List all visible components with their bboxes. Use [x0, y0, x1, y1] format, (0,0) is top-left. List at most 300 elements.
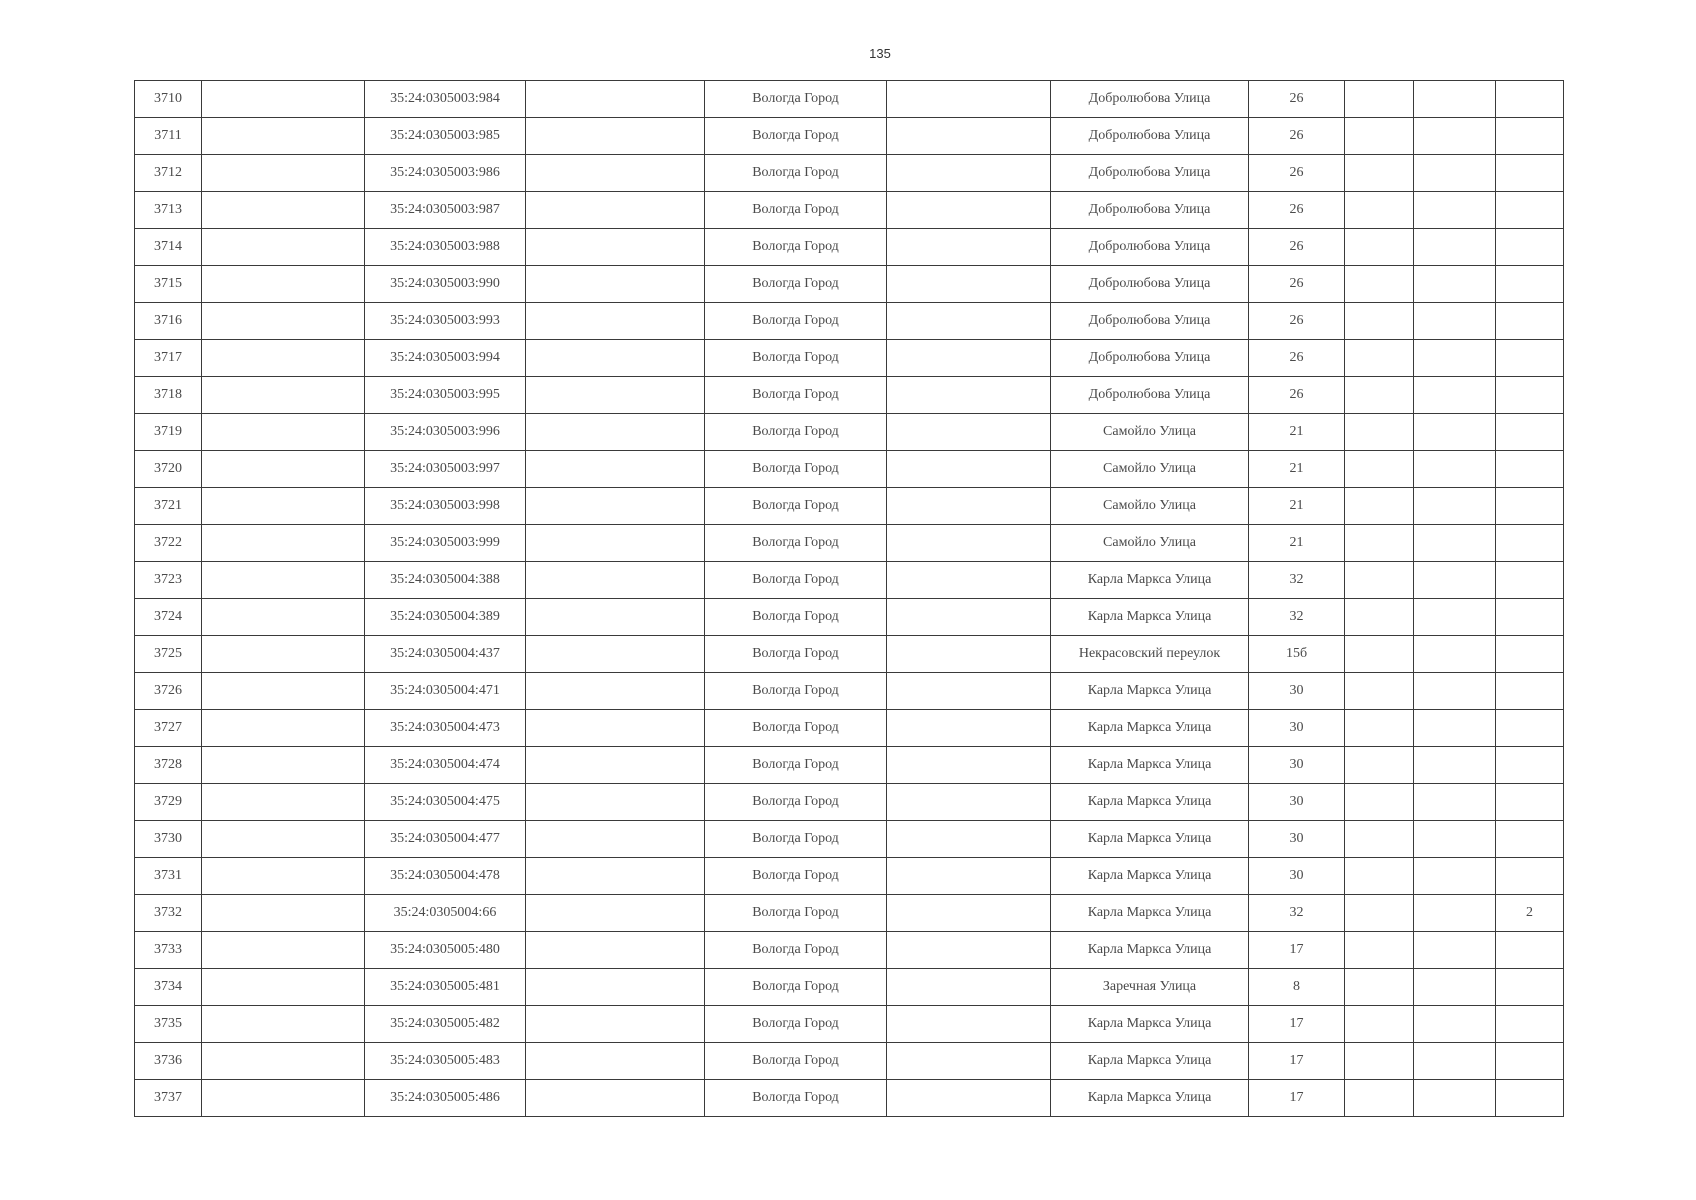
- house-number-cell: 30: [1249, 784, 1345, 821]
- empty-cell: [526, 969, 705, 1006]
- street-cell: Самойло Улица: [1051, 488, 1249, 525]
- cadastral-number-cell: 35:24:0305003:984: [365, 81, 526, 118]
- page-number: 135: [869, 46, 891, 61]
- empty-cell: [1345, 710, 1414, 747]
- empty-cell: [1345, 451, 1414, 488]
- table-row: [135, 1006, 1564, 1043]
- city-cell: Вологда Город: [705, 895, 887, 932]
- empty-cell: [1414, 451, 1496, 488]
- cadastral-number-cell: 35:24:0305005:482: [365, 1006, 526, 1043]
- extra-value-cell: [1496, 562, 1564, 599]
- empty-cell: [1414, 488, 1496, 525]
- house-number-cell: 21: [1249, 414, 1345, 451]
- empty-cell: [887, 1080, 1051, 1117]
- extra-value-cell: 2: [1496, 895, 1564, 932]
- table-row: [135, 969, 1564, 1006]
- table-row: [135, 377, 1564, 414]
- house-number-cell: 32: [1249, 895, 1345, 932]
- table-body: [135, 81, 1564, 1117]
- empty-cell: [1345, 932, 1414, 969]
- street-cell: Добролюбова Улица: [1051, 266, 1249, 303]
- house-number-cell: 17: [1249, 1080, 1345, 1117]
- street-cell: Добролюбова Улица: [1051, 229, 1249, 266]
- row-number-cell: 3710: [135, 81, 202, 118]
- empty-cell: [202, 932, 365, 969]
- extra-value-cell: [1496, 821, 1564, 858]
- empty-cell: [1414, 969, 1496, 1006]
- empty-cell: [526, 710, 705, 747]
- empty-cell: [202, 1080, 365, 1117]
- street-cell: Карла Маркса Улица: [1051, 1080, 1249, 1117]
- empty-cell: [887, 340, 1051, 377]
- empty-cell: [1414, 266, 1496, 303]
- city-cell: Вологда Город: [705, 710, 887, 747]
- city-cell: Вологда Город: [705, 340, 887, 377]
- empty-cell: [887, 118, 1051, 155]
- empty-cell: [526, 1006, 705, 1043]
- city-cell: Вологда Город: [705, 747, 887, 784]
- house-number-cell: 26: [1249, 155, 1345, 192]
- street-cell: Добролюбова Улица: [1051, 377, 1249, 414]
- street-cell: Добролюбова Улица: [1051, 118, 1249, 155]
- empty-cell: [887, 673, 1051, 710]
- row-number-cell: 3731: [135, 858, 202, 895]
- house-number-cell: 26: [1249, 266, 1345, 303]
- empty-cell: [1414, 155, 1496, 192]
- extra-value-cell: [1496, 81, 1564, 118]
- empty-cell: [887, 1006, 1051, 1043]
- registry-table: [134, 80, 1564, 1117]
- cadastral-number-cell: 35:24:0305003:988: [365, 229, 526, 266]
- cadastral-number-cell: 35:24:0305003:985: [365, 118, 526, 155]
- house-number-cell: 17: [1249, 1043, 1345, 1080]
- extra-value-cell: [1496, 673, 1564, 710]
- empty-cell: [1345, 1043, 1414, 1080]
- row-number-cell: 3719: [135, 414, 202, 451]
- street-cell: Карла Маркса Улица: [1051, 599, 1249, 636]
- empty-cell: [202, 747, 365, 784]
- row-number-cell: 3717: [135, 340, 202, 377]
- empty-cell: [1414, 340, 1496, 377]
- city-cell: Вологда Город: [705, 377, 887, 414]
- street-cell: Самойло Улица: [1051, 451, 1249, 488]
- row-number-cell: 3716: [135, 303, 202, 340]
- house-number-cell: 26: [1249, 229, 1345, 266]
- city-cell: Вологда Город: [705, 266, 887, 303]
- cadastral-number-cell: 35:24:0305003:995: [365, 377, 526, 414]
- house-number-cell: 26: [1249, 81, 1345, 118]
- table-row: [135, 451, 1564, 488]
- cadastral-number-cell: 35:24:0305005:481: [365, 969, 526, 1006]
- empty-cell: [202, 562, 365, 599]
- table-row: [135, 821, 1564, 858]
- empty-cell: [526, 155, 705, 192]
- row-number-cell: 3714: [135, 229, 202, 266]
- empty-cell: [1345, 895, 1414, 932]
- empty-cell: [887, 969, 1051, 1006]
- house-number-cell: 21: [1249, 525, 1345, 562]
- row-number-cell: 3737: [135, 1080, 202, 1117]
- table-row: [135, 229, 1564, 266]
- row-number-cell: 3736: [135, 1043, 202, 1080]
- street-cell: Добролюбова Улица: [1051, 192, 1249, 229]
- empty-cell: [526, 81, 705, 118]
- cadastral-number-cell: 35:24:0305003:999: [365, 525, 526, 562]
- row-number-cell: 3735: [135, 1006, 202, 1043]
- city-cell: Вологда Город: [705, 932, 887, 969]
- row-number-cell: 3729: [135, 784, 202, 821]
- empty-cell: [1345, 81, 1414, 118]
- row-number-cell: 3724: [135, 599, 202, 636]
- extra-value-cell: [1496, 1006, 1564, 1043]
- house-number-cell: 30: [1249, 858, 1345, 895]
- table-row: [135, 636, 1564, 673]
- cadastral-number-cell: 35:24:0305004:475: [365, 784, 526, 821]
- table-row: [135, 118, 1564, 155]
- empty-cell: [887, 932, 1051, 969]
- row-number-cell: 3722: [135, 525, 202, 562]
- street-cell: Карла Маркса Улица: [1051, 932, 1249, 969]
- empty-cell: [1345, 821, 1414, 858]
- street-cell: Добролюбова Улица: [1051, 340, 1249, 377]
- table-row: [135, 562, 1564, 599]
- city-cell: Вологда Город: [705, 303, 887, 340]
- empty-cell: [887, 747, 1051, 784]
- house-number-cell: 26: [1249, 303, 1345, 340]
- empty-cell: [202, 673, 365, 710]
- empty-cell: [526, 340, 705, 377]
- extra-value-cell: [1496, 599, 1564, 636]
- street-cell: Заречная Улица: [1051, 969, 1249, 1006]
- street-cell: Карла Маркса Улица: [1051, 784, 1249, 821]
- extra-value-cell: [1496, 414, 1564, 451]
- empty-cell: [202, 340, 365, 377]
- table-row: [135, 710, 1564, 747]
- cadastral-number-cell: 35:24:0305003:994: [365, 340, 526, 377]
- empty-cell: [1345, 377, 1414, 414]
- empty-cell: [1414, 932, 1496, 969]
- empty-cell: [1414, 192, 1496, 229]
- house-number-cell: 30: [1249, 747, 1345, 784]
- empty-cell: [202, 784, 365, 821]
- empty-cell: [526, 562, 705, 599]
- empty-cell: [202, 451, 365, 488]
- extra-value-cell: [1496, 340, 1564, 377]
- house-number-cell: 21: [1249, 488, 1345, 525]
- cadastral-number-cell: 35:24:0305004:437: [365, 636, 526, 673]
- city-cell: Вологда Город: [705, 784, 887, 821]
- empty-cell: [1345, 858, 1414, 895]
- table-row: [135, 673, 1564, 710]
- empty-cell: [202, 525, 365, 562]
- street-cell: Карла Маркса Улица: [1051, 1006, 1249, 1043]
- empty-cell: [526, 229, 705, 266]
- empty-cell: [1345, 1080, 1414, 1117]
- cadastral-number-cell: 35:24:0305005:480: [365, 932, 526, 969]
- empty-cell: [526, 636, 705, 673]
- empty-cell: [1345, 192, 1414, 229]
- empty-cell: [887, 155, 1051, 192]
- empty-cell: [1414, 636, 1496, 673]
- empty-cell: [1414, 81, 1496, 118]
- empty-cell: [1414, 747, 1496, 784]
- empty-cell: [1345, 340, 1414, 377]
- cadastral-number-cell: 35:24:0305003:990: [365, 266, 526, 303]
- table-row: [135, 858, 1564, 895]
- empty-cell: [1414, 599, 1496, 636]
- extra-value-cell: [1496, 525, 1564, 562]
- empty-cell: [887, 229, 1051, 266]
- empty-cell: [202, 821, 365, 858]
- street-cell: Добролюбова Улица: [1051, 81, 1249, 118]
- table-row: [135, 599, 1564, 636]
- empty-cell: [526, 303, 705, 340]
- empty-cell: [887, 895, 1051, 932]
- empty-cell: [1414, 1043, 1496, 1080]
- empty-cell: [526, 414, 705, 451]
- empty-cell: [202, 303, 365, 340]
- city-cell: Вологда Город: [705, 525, 887, 562]
- empty-cell: [1345, 562, 1414, 599]
- empty-cell: [1345, 784, 1414, 821]
- city-cell: Вологда Город: [705, 414, 887, 451]
- street-cell: Карла Маркса Улица: [1051, 562, 1249, 599]
- city-cell: Вологда Город: [705, 969, 887, 1006]
- table-row: [135, 1043, 1564, 1080]
- table-row: [135, 1080, 1564, 1117]
- empty-cell: [526, 377, 705, 414]
- street-cell: Карла Маркса Улица: [1051, 747, 1249, 784]
- extra-value-cell: [1496, 118, 1564, 155]
- empty-cell: [887, 562, 1051, 599]
- empty-cell: [1414, 414, 1496, 451]
- row-number-cell: 3727: [135, 710, 202, 747]
- house-number-cell: 17: [1249, 1006, 1345, 1043]
- row-number-cell: 3723: [135, 562, 202, 599]
- table-row: [135, 81, 1564, 118]
- empty-cell: [526, 932, 705, 969]
- extra-value-cell: [1496, 266, 1564, 303]
- row-number-cell: 3734: [135, 969, 202, 1006]
- house-number-cell: 26: [1249, 340, 1345, 377]
- table-row: [135, 303, 1564, 340]
- table-row: [135, 488, 1564, 525]
- city-cell: Вологда Город: [705, 636, 887, 673]
- empty-cell: [1345, 118, 1414, 155]
- empty-cell: [526, 599, 705, 636]
- empty-cell: [887, 266, 1051, 303]
- house-number-cell: 26: [1249, 377, 1345, 414]
- street-cell: Самойло Улица: [1051, 414, 1249, 451]
- street-cell: Карла Маркса Улица: [1051, 858, 1249, 895]
- row-number-cell: 3712: [135, 155, 202, 192]
- city-cell: Вологда Город: [705, 673, 887, 710]
- table-row: [135, 784, 1564, 821]
- table-row: [135, 414, 1564, 451]
- table-row: [135, 895, 1564, 932]
- empty-cell: [1414, 821, 1496, 858]
- city-cell: Вологда Город: [705, 118, 887, 155]
- city-cell: Вологда Город: [705, 599, 887, 636]
- empty-cell: [202, 377, 365, 414]
- empty-cell: [1345, 266, 1414, 303]
- empty-cell: [887, 636, 1051, 673]
- empty-cell: [526, 525, 705, 562]
- empty-cell: [1414, 1080, 1496, 1117]
- empty-cell: [1345, 488, 1414, 525]
- empty-cell: [1345, 747, 1414, 784]
- table-row: [135, 266, 1564, 303]
- empty-cell: [526, 1043, 705, 1080]
- extra-value-cell: [1496, 710, 1564, 747]
- house-number-cell: 15б: [1249, 636, 1345, 673]
- empty-cell: [526, 488, 705, 525]
- empty-cell: [887, 451, 1051, 488]
- row-number-cell: 3713: [135, 192, 202, 229]
- empty-cell: [526, 895, 705, 932]
- empty-cell: [887, 599, 1051, 636]
- city-cell: Вологда Город: [705, 451, 887, 488]
- empty-cell: [1414, 118, 1496, 155]
- cadastral-number-cell: 35:24:0305004:473: [365, 710, 526, 747]
- cadastral-number-cell: 35:24:0305005:486: [365, 1080, 526, 1117]
- row-number-cell: 3715: [135, 266, 202, 303]
- extra-value-cell: [1496, 747, 1564, 784]
- empty-cell: [887, 303, 1051, 340]
- cadastral-number-cell: 35:24:0305003:996: [365, 414, 526, 451]
- empty-cell: [887, 488, 1051, 525]
- street-cell: Некрасовский переулок: [1051, 636, 1249, 673]
- extra-value-cell: [1496, 229, 1564, 266]
- row-number-cell: 3732: [135, 895, 202, 932]
- empty-cell: [1414, 1006, 1496, 1043]
- empty-cell: [887, 192, 1051, 229]
- extra-value-cell: [1496, 377, 1564, 414]
- city-cell: Вологда Город: [705, 821, 887, 858]
- table-row: [135, 192, 1564, 229]
- cadastral-number-cell: 35:24:0305003:997: [365, 451, 526, 488]
- city-cell: Вологда Город: [705, 81, 887, 118]
- empty-cell: [1414, 303, 1496, 340]
- street-cell: Карла Маркса Улица: [1051, 710, 1249, 747]
- empty-cell: [202, 636, 365, 673]
- empty-cell: [887, 858, 1051, 895]
- house-number-cell: 8: [1249, 969, 1345, 1006]
- row-number-cell: 3728: [135, 747, 202, 784]
- empty-cell: [526, 118, 705, 155]
- row-number-cell: 3726: [135, 673, 202, 710]
- empty-cell: [526, 784, 705, 821]
- empty-cell: [526, 821, 705, 858]
- empty-cell: [526, 192, 705, 229]
- empty-cell: [1345, 303, 1414, 340]
- extra-value-cell: [1496, 636, 1564, 673]
- table-row: [135, 155, 1564, 192]
- empty-cell: [202, 969, 365, 1006]
- street-cell: Карла Маркса Улица: [1051, 821, 1249, 858]
- empty-cell: [202, 266, 365, 303]
- empty-cell: [887, 821, 1051, 858]
- empty-cell: [202, 229, 365, 266]
- empty-cell: [526, 1080, 705, 1117]
- empty-cell: [202, 488, 365, 525]
- house-number-cell: 26: [1249, 192, 1345, 229]
- empty-cell: [202, 1006, 365, 1043]
- empty-cell: [526, 747, 705, 784]
- empty-cell: [202, 599, 365, 636]
- cadastral-number-cell: 35:24:0305003:993: [365, 303, 526, 340]
- row-number-cell: 3721: [135, 488, 202, 525]
- row-number-cell: 3725: [135, 636, 202, 673]
- city-cell: Вологда Город: [705, 488, 887, 525]
- extra-value-cell: [1496, 858, 1564, 895]
- empty-cell: [202, 192, 365, 229]
- house-number-cell: 17: [1249, 932, 1345, 969]
- empty-cell: [1414, 710, 1496, 747]
- house-number-cell: 30: [1249, 673, 1345, 710]
- cadastral-number-cell: 35:24:0305004:388: [365, 562, 526, 599]
- house-number-cell: 26: [1249, 118, 1345, 155]
- street-cell: Карла Маркса Улица: [1051, 1043, 1249, 1080]
- cadastral-number-cell: 35:24:0305004:389: [365, 599, 526, 636]
- row-number-cell: 3711: [135, 118, 202, 155]
- empty-cell: [1345, 1006, 1414, 1043]
- house-number-cell: 30: [1249, 710, 1345, 747]
- street-cell: Самойло Улица: [1051, 525, 1249, 562]
- city-cell: Вологда Город: [705, 562, 887, 599]
- empty-cell: [202, 81, 365, 118]
- empty-cell: [1345, 414, 1414, 451]
- cadastral-number-cell: 35:24:0305003:986: [365, 155, 526, 192]
- empty-cell: [1414, 673, 1496, 710]
- extra-value-cell: [1496, 969, 1564, 1006]
- extra-value-cell: [1496, 451, 1564, 488]
- extra-value-cell: [1496, 192, 1564, 229]
- empty-cell: [1345, 155, 1414, 192]
- empty-cell: [1414, 229, 1496, 266]
- city-cell: Вологда Город: [705, 1080, 887, 1117]
- extra-value-cell: [1496, 488, 1564, 525]
- empty-cell: [202, 1043, 365, 1080]
- house-number-cell: 32: [1249, 599, 1345, 636]
- empty-cell: [887, 525, 1051, 562]
- empty-cell: [202, 895, 365, 932]
- empty-cell: [1345, 636, 1414, 673]
- row-number-cell: 3733: [135, 932, 202, 969]
- cadastral-number-cell: 35:24:0305003:987: [365, 192, 526, 229]
- extra-value-cell: [1496, 155, 1564, 192]
- cadastral-number-cell: 35:24:0305004:471: [365, 673, 526, 710]
- empty-cell: [1345, 969, 1414, 1006]
- extra-value-cell: [1496, 1043, 1564, 1080]
- empty-cell: [887, 710, 1051, 747]
- empty-cell: [887, 1043, 1051, 1080]
- street-cell: Добролюбова Улица: [1051, 303, 1249, 340]
- extra-value-cell: [1496, 303, 1564, 340]
- empty-cell: [1414, 377, 1496, 414]
- city-cell: Вологда Город: [705, 1006, 887, 1043]
- table-row: [135, 340, 1564, 377]
- empty-cell: [1414, 858, 1496, 895]
- empty-cell: [202, 155, 365, 192]
- empty-cell: [1345, 525, 1414, 562]
- street-cell: Карла Маркса Улица: [1051, 895, 1249, 932]
- cadastral-number-cell: 35:24:0305004:478: [365, 858, 526, 895]
- empty-cell: [1345, 599, 1414, 636]
- empty-cell: [1414, 895, 1496, 932]
- cadastral-number-cell: 35:24:0305004:477: [365, 821, 526, 858]
- empty-cell: [1345, 229, 1414, 266]
